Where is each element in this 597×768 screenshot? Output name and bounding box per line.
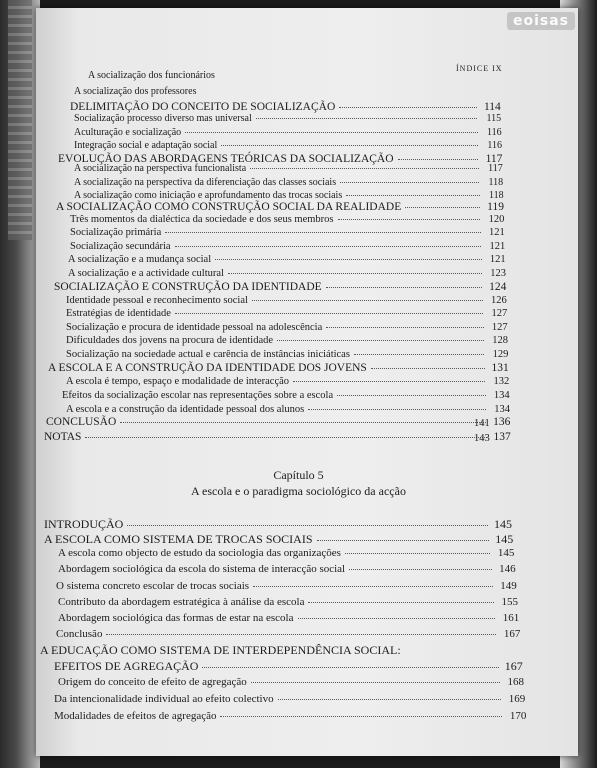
toc-entry-title: A socialização e a actividade cultural xyxy=(68,268,224,279)
toc-dot-leader xyxy=(228,273,482,274)
toc-entry xyxy=(66,349,508,360)
toc-dot-leader xyxy=(340,182,479,183)
toc-entry xyxy=(56,628,520,640)
toc-entry-title: A escola como objecto de estudo da sociologia das organizações xyxy=(58,547,341,559)
toc-entry-title: Socialização secundária xyxy=(70,241,171,252)
toc-entry xyxy=(74,127,502,138)
toc-page-number: 155 xyxy=(501,596,518,608)
toc-entry-title: A socialização na perspectiva funcionalista xyxy=(74,163,247,174)
toc-entry xyxy=(70,214,504,225)
chapter-title: Capítulo 5 xyxy=(273,468,324,482)
toc-page-number: 134 xyxy=(494,404,510,415)
toc-entry-title: A socialização na perspectiva da diferenciação das classes sociais xyxy=(74,177,337,188)
toc-entry xyxy=(54,659,523,674)
toc-entry xyxy=(58,596,518,608)
toc-entry xyxy=(88,70,500,81)
toc-entry-title: Da intencionalidade individual ao efeito colectivo xyxy=(54,693,274,705)
toc-page-number: 116 xyxy=(487,140,502,151)
toc-dot-leader xyxy=(251,682,500,683)
toc-page-number: 121 xyxy=(489,227,505,238)
toc-dot-leader xyxy=(293,381,485,382)
toc-dot-leader xyxy=(326,327,483,328)
toc-entry xyxy=(56,580,517,592)
toc-entry-title: Socialização na sociedade actual e carência de instâncias iniciáticas xyxy=(66,349,350,360)
toc-dot-leader xyxy=(398,159,479,160)
toc-entry-title: A socialização e a mudança social xyxy=(68,254,212,265)
toc-entry-title: A EDUCAÇÃO COMO SISTEMA DE INTERDEPENDÊNCIA SOCIAL: xyxy=(40,643,401,657)
toc-entry-title: Modalidades de efeitos de agregação xyxy=(54,710,217,722)
toc-entry xyxy=(68,268,506,279)
toc-dot-leader xyxy=(337,395,485,396)
toc-page-number: 141 xyxy=(474,418,490,429)
toc-dot-leader xyxy=(250,168,479,169)
toc-page-number: 114 xyxy=(483,101,501,113)
toc-entry xyxy=(58,676,524,688)
toc-entry-title: Estratégias de identidade xyxy=(66,308,171,319)
toc-page-number: 145 xyxy=(494,517,512,531)
toc-page-number: 117 xyxy=(485,153,503,165)
toc-dot-leader xyxy=(185,132,477,133)
toc-dot-leader xyxy=(298,618,496,619)
toc-page-number: 168 xyxy=(507,676,524,688)
toc-dot-leader xyxy=(338,219,481,220)
toc-entry-title: Socialização primária xyxy=(70,227,162,238)
toc-dot-leader xyxy=(308,602,494,603)
toc-page-number: 118 xyxy=(488,190,504,201)
toc-entry xyxy=(44,517,512,532)
toc-page-number: 121 xyxy=(489,241,506,252)
toc-entry xyxy=(58,547,514,559)
toc-page-number: 121 xyxy=(489,254,506,265)
toc-entry-title: Abordagem sociológica da escola do sistema de interacção social xyxy=(58,563,346,575)
toc-page-number: 145 xyxy=(497,547,515,559)
toc-dot-leader xyxy=(127,525,488,526)
toc-dot-leader xyxy=(256,118,477,119)
toc-entry-title: Contributo da abordagem estratégica à análise da escola xyxy=(58,596,305,608)
toc-page-number: 118 xyxy=(488,177,504,188)
toc-page-number: 126 xyxy=(491,295,507,306)
toc-dot-leader xyxy=(345,553,490,554)
toc-entry xyxy=(70,101,501,113)
toc-page-number: 131 xyxy=(491,362,509,374)
toc-dot-leader xyxy=(308,409,486,410)
toc-entry-title: Efeitos da socialização escolar nas representações sobre a escola xyxy=(62,390,334,401)
toc-page-number: 129 xyxy=(492,349,509,360)
toc-page-number: 136 xyxy=(493,416,511,428)
toc-page-number: 128 xyxy=(492,335,508,346)
toc-page-number: 127 xyxy=(491,308,508,319)
toc-entry xyxy=(48,362,509,374)
toc-entry-title: A socialização como iniciação e aprofundamento das trocas sociais xyxy=(74,190,343,201)
toc-entry-title: A socialização dos funcionários xyxy=(88,70,215,81)
toc-entry-title: Socialização processo diverso mas universal xyxy=(74,113,252,124)
toc-entry-title: Aculturação e socialização xyxy=(74,127,182,138)
toc-entry-title: Integração social e adaptação social xyxy=(74,140,218,151)
toc-entry-title: A SOCIALIZAÇÃO COMO CONSTRUÇÃO SOCIAL DA REALIDADE xyxy=(56,201,402,213)
toc-entry xyxy=(74,140,502,151)
toc-dot-leader xyxy=(317,540,490,541)
toc-entry xyxy=(70,241,505,252)
toc-page-number: 117 xyxy=(488,163,503,174)
toc-entry xyxy=(74,177,503,188)
toc-dot-leader xyxy=(221,145,478,146)
toc-entry-title: EFEITOS DE AGREGAÇÃO xyxy=(54,659,199,673)
toc-page-number: 167 xyxy=(504,659,523,673)
toc-entry-title: Dificuldades dos jovens na procura de identidade xyxy=(66,335,274,346)
toc-dot-leader xyxy=(202,667,498,668)
toc-dot-leader xyxy=(175,313,483,314)
toc-entry xyxy=(74,163,503,174)
toc-entry xyxy=(66,295,507,306)
toc-dot-leader xyxy=(339,107,477,108)
toc-entry xyxy=(62,390,510,401)
toc-entry xyxy=(70,227,505,238)
toc-dot-leader xyxy=(326,287,483,288)
toc-entry xyxy=(74,190,504,201)
toc-entry xyxy=(66,335,508,346)
toc-entry xyxy=(44,532,513,547)
toc-entry xyxy=(66,322,508,333)
toc-dot-leader xyxy=(349,569,491,570)
toc-dot-leader xyxy=(346,195,479,196)
toc-page-number: 169 xyxy=(508,693,526,705)
toc-entry-title: CONCLUSÃO xyxy=(46,416,117,428)
toc-entry-title: Identidade pessoal e reconhecimento social xyxy=(66,295,248,306)
toc-page-number: 116 xyxy=(486,127,502,138)
toc-dot-leader xyxy=(175,246,482,247)
toc-entry-title: A escola e a construção da identidade pessoal dos alunos xyxy=(66,404,305,415)
toc-entry xyxy=(54,693,525,705)
toc-entry-title: A escola é tempo, espaço e modalidade de interacção xyxy=(66,376,290,387)
toc-page-number: 143 xyxy=(474,433,490,444)
toc-entry xyxy=(40,643,522,658)
toc-entry-title: Conclusão xyxy=(56,628,103,640)
toc-entry xyxy=(66,376,509,387)
toc-dot-leader xyxy=(277,340,484,341)
toc-entry-title: A ESCOLA E A CONSTRUÇÃO DA IDENTIDADE DOS JOVENS xyxy=(48,362,367,374)
toc-page-number: 120 xyxy=(488,214,505,225)
toc-page-number: 132 xyxy=(493,376,510,387)
toc-page-number: 124 xyxy=(489,281,507,293)
toc-entry-title: Abordagem sociológica das formas de estar na escola xyxy=(58,612,294,624)
toc-entry xyxy=(54,281,506,293)
toc-dot-leader xyxy=(220,716,502,717)
toc-entry xyxy=(46,416,510,428)
toc-page-number: 167 xyxy=(503,628,521,640)
toc-page-number: 145 xyxy=(495,532,514,546)
toc-dot-leader xyxy=(278,699,502,700)
chapter-subtitle: A escola e o paradigma sociológico da acção xyxy=(191,484,406,498)
toc-entry-title: Origem do conceito de efeito de agregação xyxy=(58,676,247,688)
toc-page-number: 146 xyxy=(499,563,516,575)
toc-entry xyxy=(54,710,526,722)
toc-entry xyxy=(44,431,511,443)
toc-dot-leader xyxy=(371,368,485,369)
toc-entry xyxy=(58,612,519,624)
toc-page-number: 115 xyxy=(486,113,502,124)
toc-dot-leader xyxy=(215,259,481,260)
toc-entry-title: NOTAS xyxy=(44,431,82,443)
toc-page-number: 119 xyxy=(487,201,504,213)
toc-entry xyxy=(56,201,504,213)
toc-entry-title: Três momentos da dialéctica da sociedade e dos seus membros xyxy=(70,214,334,225)
toc-entry xyxy=(66,404,510,415)
toc-dot-leader xyxy=(165,232,481,233)
toc-dot-leader xyxy=(354,354,484,355)
toc-page-number: 161 xyxy=(502,612,520,624)
toc-entry-title: INTRODUÇÃO xyxy=(44,517,124,531)
toc-entry xyxy=(74,86,500,97)
toc-entry-title: SOCIALIZAÇÃO E CONSTRUÇÃO DA IDENTIDADE xyxy=(54,281,322,293)
toc-page-number: 134 xyxy=(493,390,510,401)
toc-dot-leader xyxy=(405,207,480,208)
toc-dot-leader xyxy=(85,437,486,438)
running-header: ÍNDICE IX xyxy=(456,64,503,73)
toc-entry-title: DELIMITAÇÃO DO CONCEITO DE SOCIALIZAÇÃO xyxy=(70,101,336,113)
toc-entry-title: EVOLUÇÃO DAS ABORDAGENS TEÓRICAS DA SOCIALIZAÇÃO xyxy=(58,153,394,165)
toc-dot-leader xyxy=(252,300,483,301)
toc-page-number: 123 xyxy=(490,268,506,279)
watermark-logo: eoisas xyxy=(507,12,575,30)
toc-page-number: 137 xyxy=(493,431,511,443)
toc-dot-leader xyxy=(106,634,496,635)
toc-entry xyxy=(68,254,506,265)
toc-page-number: 149 xyxy=(500,580,517,592)
toc-page-number: 170 xyxy=(509,710,527,722)
toc-dot-leader xyxy=(253,586,493,587)
toc-entry-title: A socialização dos professores xyxy=(74,86,197,97)
toc-entry xyxy=(58,563,516,575)
toc-entry xyxy=(74,113,501,124)
toc-entry-title: Socialização e procura de identidade pessoal na adolescência xyxy=(66,322,323,333)
toc-entry xyxy=(66,308,507,319)
toc-dot-leader xyxy=(120,422,486,423)
toc-entry-title: A ESCOLA COMO SISTEMA DE TROCAS SOCIAIS xyxy=(44,532,313,546)
toc-page-number: 127 xyxy=(491,322,508,333)
toc-entry-title: O sistema concreto escolar de trocas sociais xyxy=(56,580,250,592)
